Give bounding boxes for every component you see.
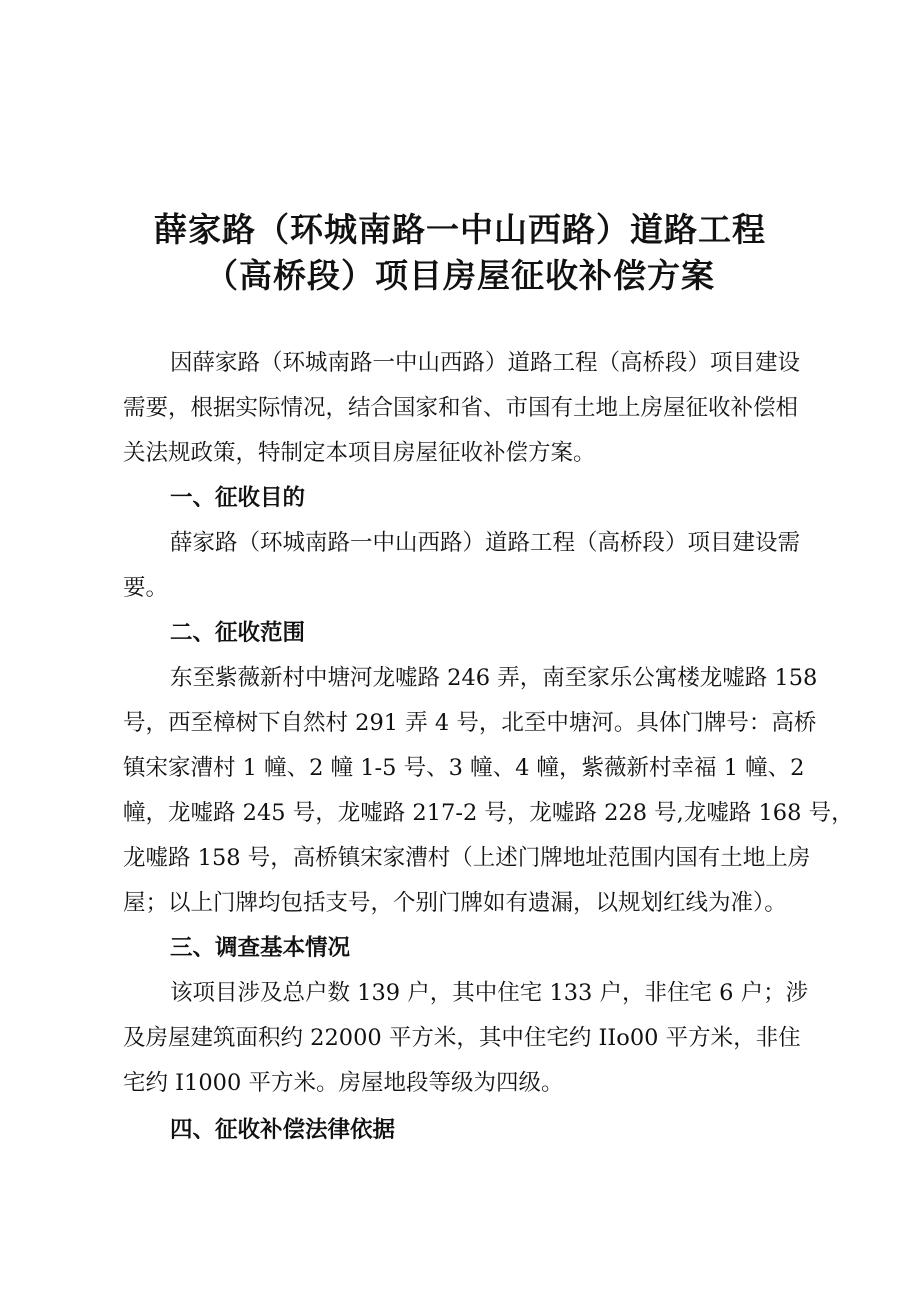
paragraph-line: 要。 (123, 575, 169, 601)
paragraph-line: 需要，根据实际情况，结合国家和省、市国有土地上房屋征收补偿相 (123, 395, 799, 421)
paragraph-line: 因薛家路（环城南路一中山西路）道路工程（高桥段）项目建设 (170, 350, 801, 376)
section-body-scope (123, 656, 854, 926)
intro-paragraph (123, 341, 823, 476)
document-title-line-2: （高桥段）项目房屋征收补偿方案 (205, 256, 715, 295)
paragraph-line: 薛家路（环城南路一中山西路）道路工程（高桥段）项目建设需 (170, 530, 801, 556)
paragraph-line: 幢，龙嘘路 245 号，龙嘘路 217-2 号，龙嘘路 228 号,龙嘘路 168 号， (123, 800, 854, 826)
section-body-survey (123, 971, 823, 1106)
paragraph-line: 宅约 I1000 平方米。房屋地段等级为四级。 (123, 1070, 564, 1096)
section-body-purpose (123, 521, 823, 611)
paragraph-line: 关法规政策，特制定本项目房屋征收补偿方案。 (123, 440, 596, 466)
paragraph-line: 屋；以上门牌均包括支号，个别门牌如有遗漏，以规划红线为准）。 (123, 890, 787, 916)
section-heading-survey: 三、调查基本情况 (170, 935, 351, 961)
paragraph-line: 号，西至樟树下自然村 291 弄 4 号，北至中塘河。具体门牌号：高桥 (123, 710, 817, 736)
document-title-line-1: 薛家路（环城南路一中山西路）道路工程 (154, 210, 766, 249)
section-heading-scope: 二、征收范围 (170, 620, 306, 646)
section-heading-purpose: 一、征收目的 (170, 485, 306, 511)
paragraph-line: 东至紫薇新村中塘河龙嘘路 246 弄，南至家乐公寓楼龙嘘路 158 (170, 665, 818, 691)
paragraph-line: 龙嘘路 158 号，高桥镇宋家漕村（上述门牌地址范围内国有土地上房 (123, 845, 811, 871)
paragraph-line: 及房屋建筑面积约 22000 平方米，其中住宅约 IIo00 平方米，非住 (123, 1025, 801, 1051)
paragraph-line: 该项目涉及总户数 139 户，其中住宅 133 户，非住宅 6 户；涉 (170, 980, 809, 1006)
paragraph-line: 镇宋家漕村 1 幢、2 幢 1-5 号、3 幢、4 幢，紫薇新村幸福 1 幢、2 (123, 755, 805, 781)
section-heading-legal-basis: 四、征收补偿法律依据 (170, 1117, 396, 1143)
